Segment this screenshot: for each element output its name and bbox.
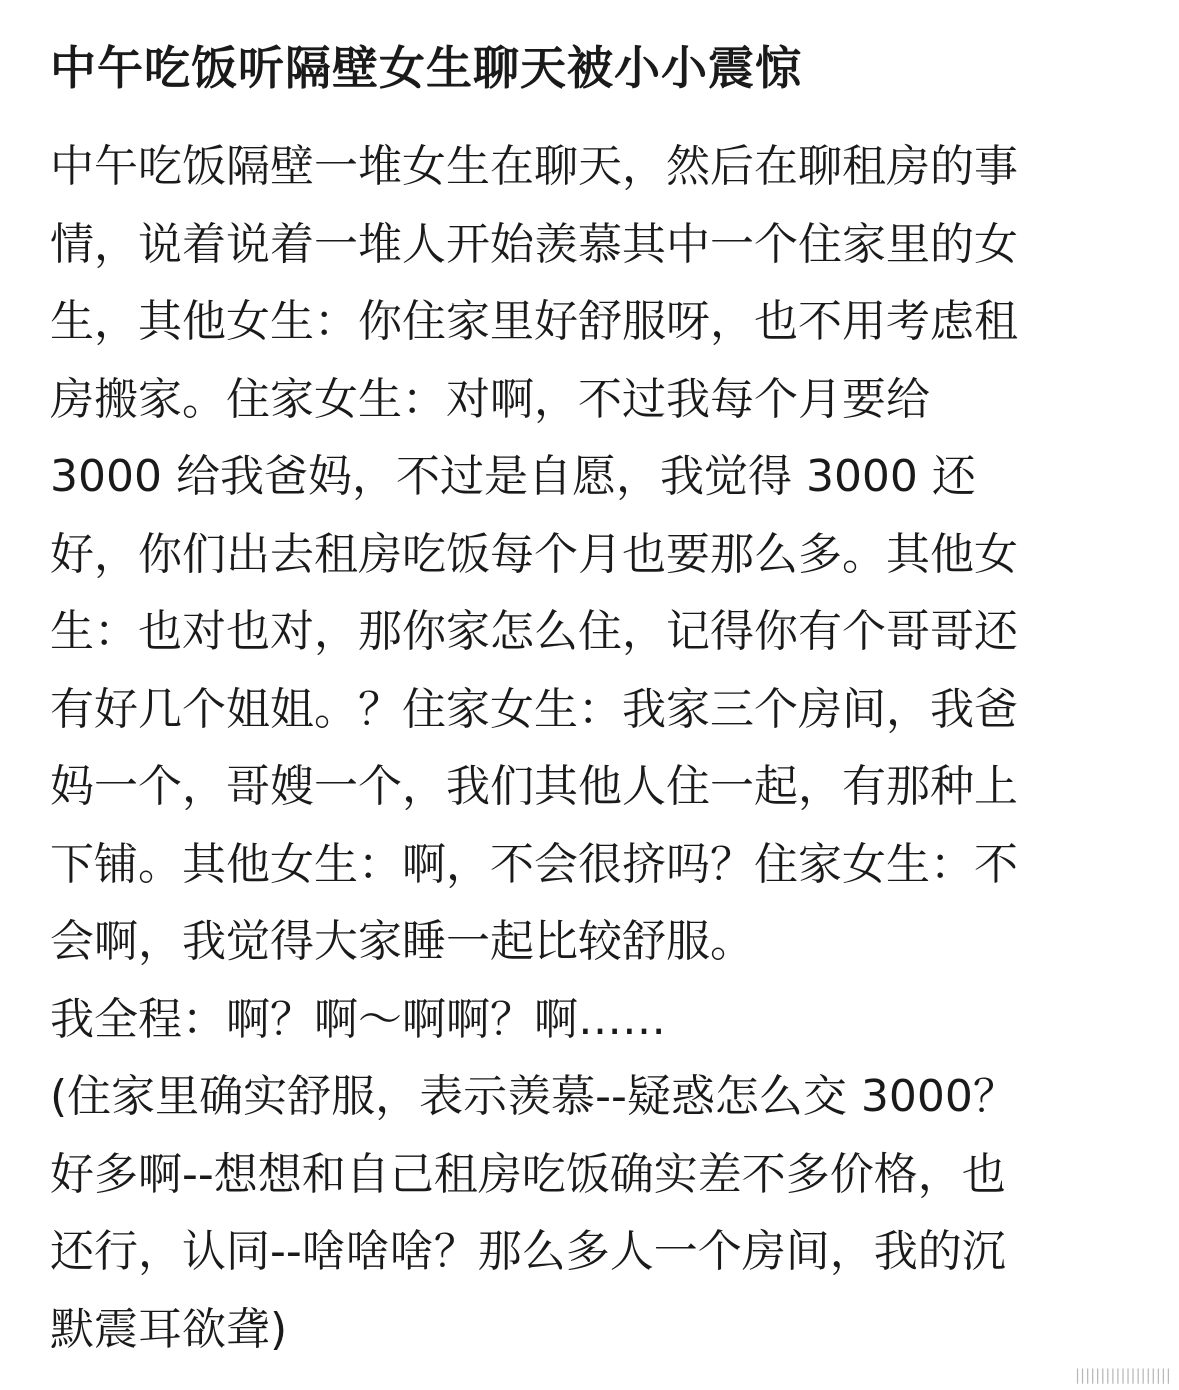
body-line: 还行，认同--啥啥啥？那么多人一个房间，我的沉 <box>50 1226 1006 1277</box>
post-title: 中午吃饭听隔壁女生聊天被小小震惊 <box>50 41 802 95</box>
body-line: 好，你们出去租房吃饭每个月也要那么多。其他女 <box>50 528 1018 580</box>
body-line: 默震耳欲聋) <box>50 1303 288 1355</box>
body-line: 会啊，我觉得大家睡一起比较舒服。 <box>50 916 754 967</box>
body-line: 生，其他女生：你住家里好舒服呀，也不用考虑租 <box>50 296 1018 347</box>
body-line: 生：也对也对，那你家怎么住，记得你有个哥哥还 <box>50 606 1018 657</box>
body-line: 好多啊--想想和自己租房吃饭确实差不多价格，也 <box>50 1148 1006 1200</box>
body-line: 房搬家。住家女生：对啊，不过我每个月要给 <box>50 373 930 425</box>
post-body <box>50 128 1140 1368</box>
body-line: (住家里确实舒服，表示羡慕--疑惑怎么交 3000？ <box>50 1071 1017 1122</box>
body-line: 妈一个，哥嫂一个，我们其他人住一起，有那种上 <box>50 761 1018 812</box>
body-line: 有好几个姐姐。？住家女生：我家三个房间，我爸 <box>50 683 1018 735</box>
body-line: 我全程：啊？啊～啊啊？啊…… <box>50 993 666 1045</box>
watermark: ||||||||||||||||||| <box>1074 1366 1171 1384</box>
post <box>50 36 1140 1368</box>
body-line: 中午吃饭隔壁一堆女生在聊天，然后在聊租房的事 <box>50 141 1018 192</box>
body-line: 3000 给我爸妈，不过是自愿，我觉得 3000 还 <box>50 451 976 502</box>
body-line: 下铺。其他女生：啊，不会很挤吗？住家女生：不 <box>50 838 1018 890</box>
body-line: 情，说着说着一堆人开始羡慕其中一个住家里的女 <box>50 218 1018 270</box>
